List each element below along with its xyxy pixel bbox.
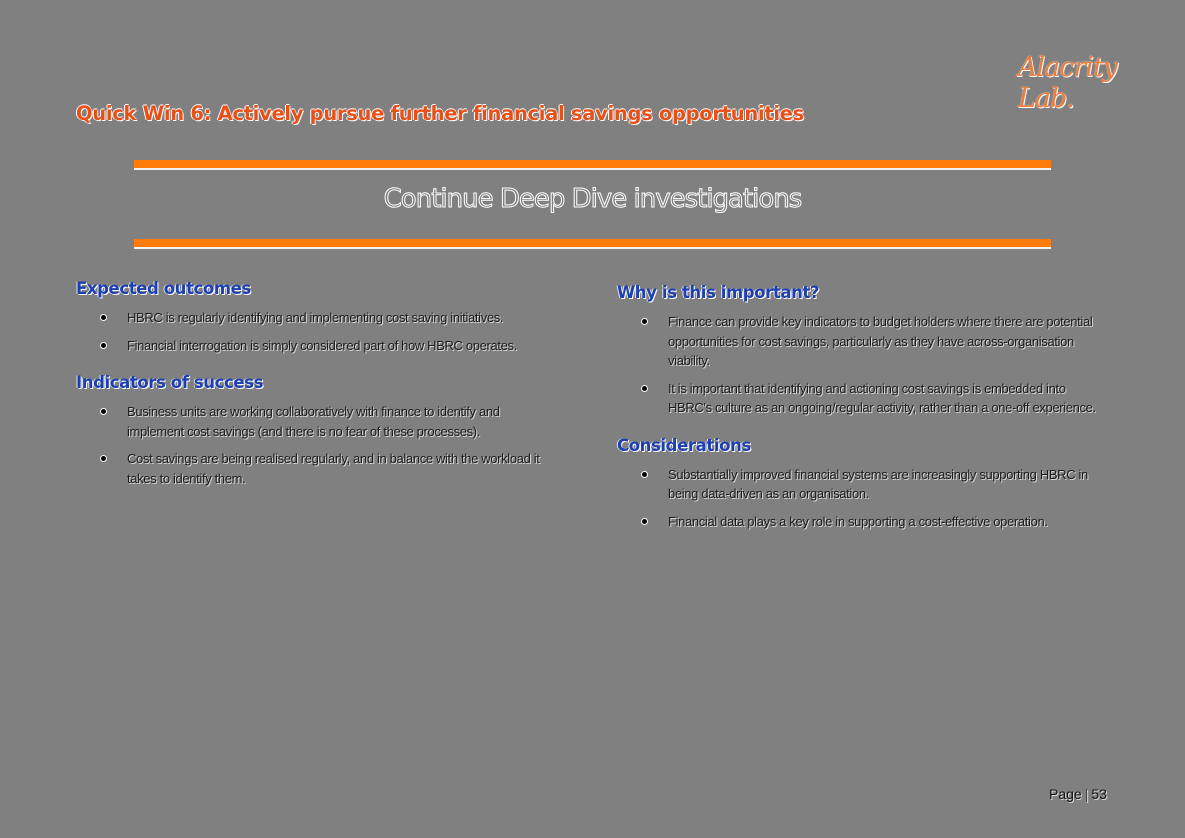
right-column [617, 283, 1097, 549]
banner-subtitle: Continue Deep Dive investigations [383, 184, 802, 214]
bullet-list [617, 312, 1097, 418]
page-title: Quick Win 6: Actively pursue further financial savings opportunities [76, 102, 804, 125]
section-indicators-of-success [76, 373, 556, 488]
left-column [76, 279, 556, 506]
page-label: Page [1049, 786, 1082, 802]
section-heading: Why is this important? [617, 283, 820, 302]
list-item [617, 465, 1098, 504]
list-item-text: Financial data plays a key role in supporting a cost-effective operation. [668, 513, 1048, 529]
page-separator: | [1084, 786, 1089, 802]
list-item-text: Substantially improved financial systems are increasingly supporting HBRC in being data-driven as an organisation. [668, 466, 1088, 501]
section-heading: Expected outcomes [76, 279, 251, 298]
list-item [76, 402, 552, 441]
section-heading: Indicators of success [76, 373, 264, 392]
list-item [76, 336, 552, 356]
list-item-text: Financial interrogation is simply considered part of how HBRC operates. [127, 337, 517, 353]
list-item [617, 312, 1098, 371]
list-item-text: It is important that identifying and actioning cost savings is embedded into HBRC's culture as an ongoing/regular activity, rather than a one-off experience. [668, 380, 1096, 415]
bullet-list [76, 402, 556, 488]
section-considerations [617, 436, 1097, 532]
bullet-icon [642, 519, 647, 524]
bullet-list [76, 308, 556, 355]
bullet-list [617, 465, 1097, 532]
page-number [1049, 786, 1107, 802]
section-heading: Considerations [617, 435, 751, 455]
bullet-icon [642, 319, 647, 324]
list-item-text: Business units are working collaboratively with finance to identify and implement cost savings (and there is no fear of these processes). [127, 404, 500, 439]
banner-bottom-rule [134, 239, 1051, 247]
list-item [617, 512, 1098, 532]
list-item-text: Finance can provide key indicators to budget holders where there are potential opportunities for cost savings, particularly as they have across-organisation viability. [668, 314, 1093, 368]
bullet-icon [101, 456, 106, 461]
list-item [76, 449, 552, 488]
list-item [76, 308, 552, 328]
list-item-text: Cost savings are being realised regularly, and in balance with the workload it takes to identify them. [127, 451, 540, 486]
banner-top-rule [134, 160, 1051, 168]
bullet-icon [642, 386, 647, 391]
list-item-text: HBRC is regularly identifying and implementing cost saving initiatives. [127, 310, 504, 325]
alacrity-lab-logo: Alacrity Lab. [1018, 52, 1117, 114]
section-expected-outcomes [76, 279, 556, 355]
list-item [617, 379, 1098, 418]
bullet-icon [101, 343, 106, 348]
bullet-icon [101, 315, 106, 320]
page-number-value: 53 [1091, 786, 1107, 802]
section-why-important [617, 283, 1097, 418]
bullet-icon [642, 472, 647, 477]
bullet-icon [101, 409, 106, 414]
